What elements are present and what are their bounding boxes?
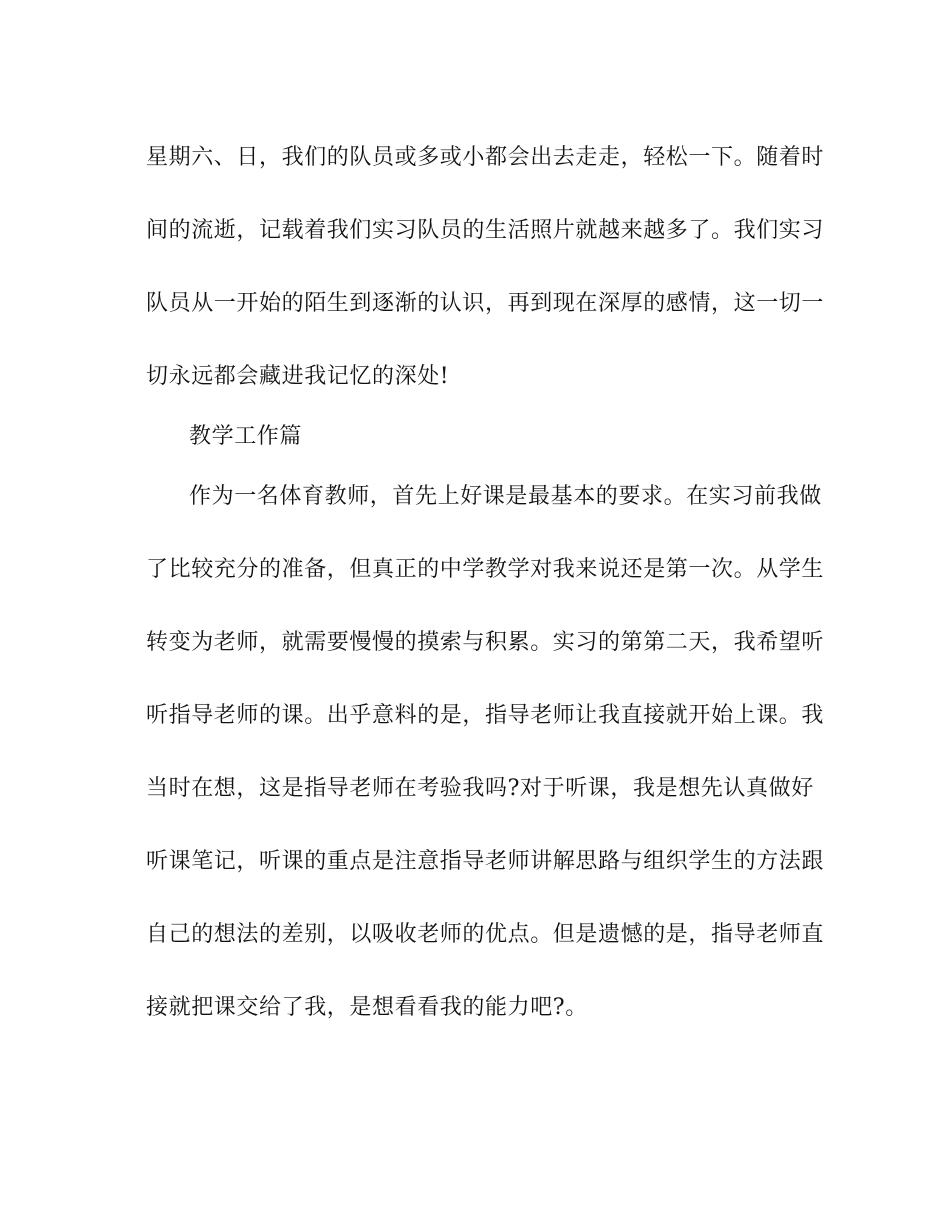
paragraph-2-line-4: 听指导老师的课。出乎意料的是，指导老师让我直接就开始上课。我 (146, 703, 825, 728)
paragraph-1-line-2: 间的流逝，记载着我们实习队员的生活照片就越来越多了。我们实习 (146, 218, 825, 243)
paragraph-2-line-2: 了比较充分的准备，但真正的中学教学对我来说还是第一次。从学生 (146, 557, 825, 582)
paragraph-1-line-1: 星期六、日，我们的队员或多或小都会出去走走，轻松一下。随着时 (146, 145, 825, 170)
paragraph-1-line-4: 切永远都会藏进我记忆的深处! (146, 364, 450, 389)
paragraph-2-line-3: 转变为老师，就需要慢慢的摸索与积累。实习的第第二天，我希望听 (146, 630, 825, 655)
paragraph-2-line-5: 当时在想，这是指导老师在考验我吗?对于听课，我是想先认真做好 (146, 776, 814, 801)
paragraph-1-line-3: 队员从一开始的陌生到逐渐的认识，再到现在深厚的感情，这一切一 (146, 291, 825, 316)
section-heading: 教学工作篇 (189, 424, 303, 449)
paragraph-2-line-8: 接就把课交给了我，是想看看我的能力吧?。 (146, 995, 588, 1020)
paragraph-2-line-6: 听课笔记，听课的重点是注意指导老师讲解思路与组织学生的方法跟 (146, 849, 825, 874)
paragraph-2-line-1: 作为一名体育教师，首先上好课是最基本的要求。在实习前我做 (189, 484, 822, 509)
paragraph-2-line-7: 自己的想法的差别，以吸收老师的优点。但是遗憾的是，指导老师直 (146, 922, 825, 947)
